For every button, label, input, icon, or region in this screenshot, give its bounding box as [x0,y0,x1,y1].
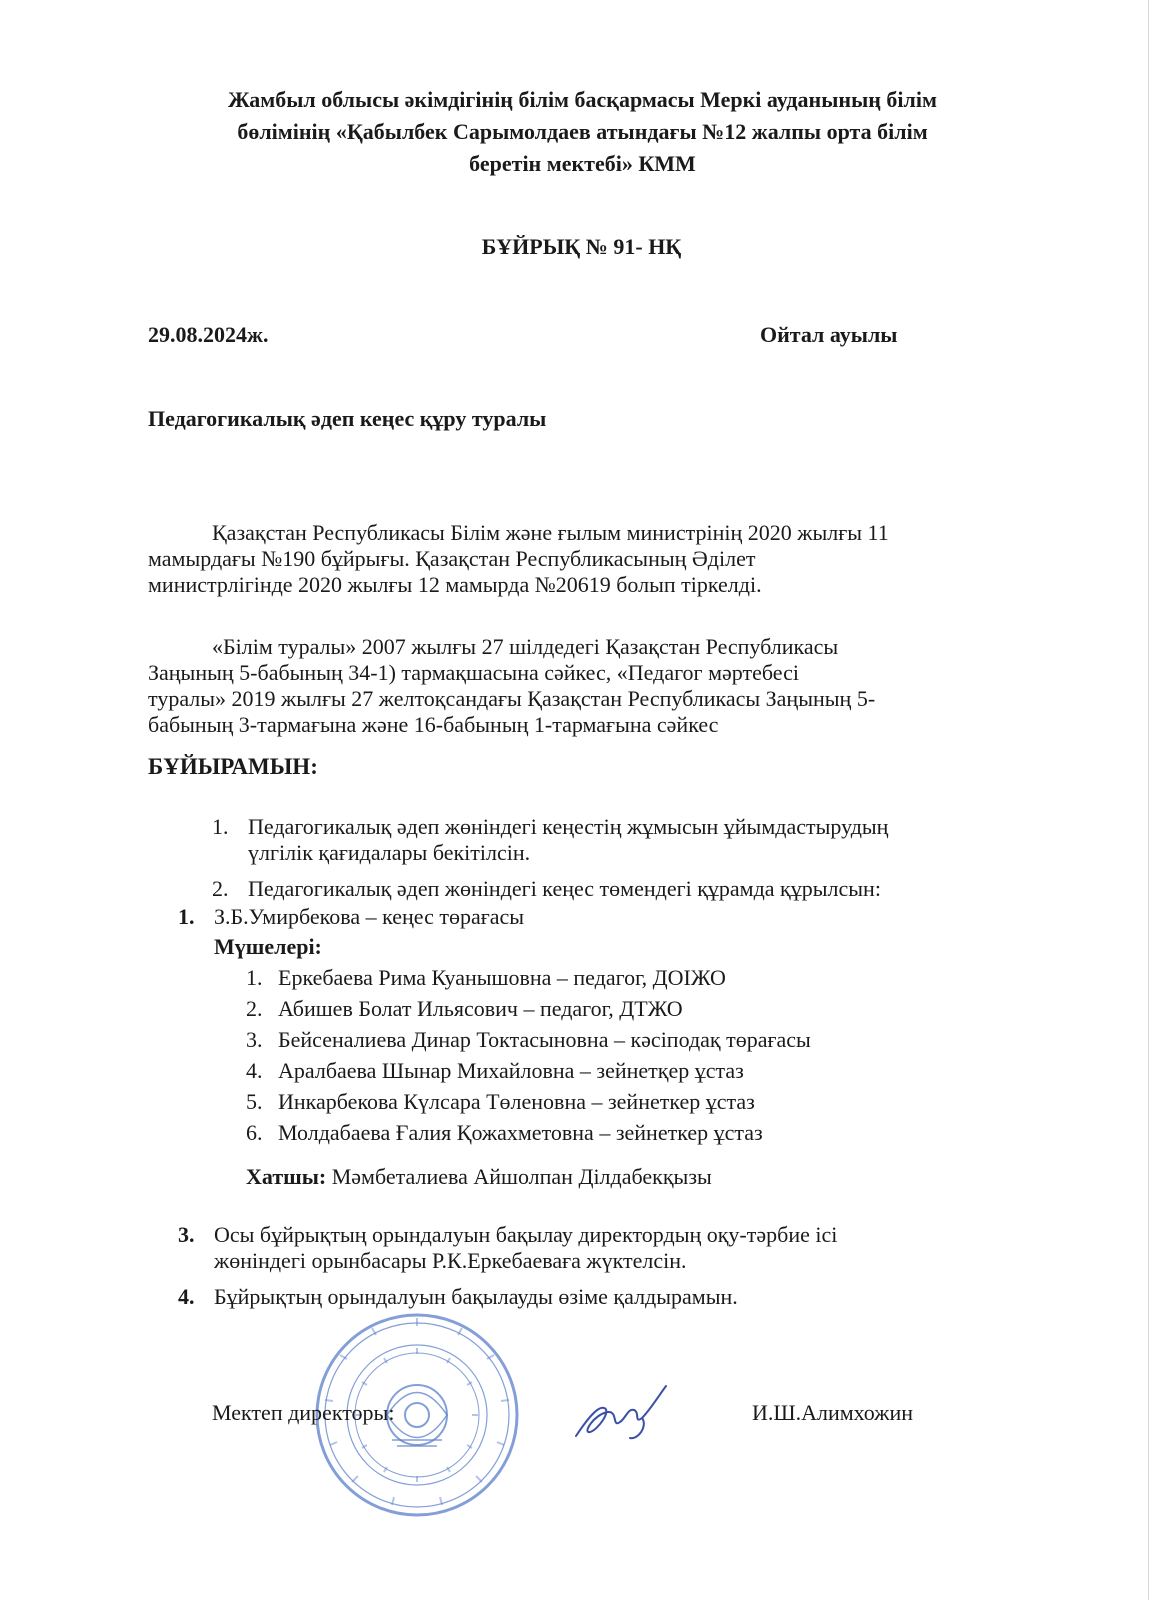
item2-text: Педагогикалық әдеп жөніндегі кеңес төмендегі құрамда құрылсын: [248,876,881,901]
member-number: 3. [246,1027,263,1052]
item3-line-1: Осы бұйрықтың орындалуын бақылау директордың оқу-тәрбие ісі [214,1222,838,1247]
member-number: 2. [246,996,263,1021]
members-label: Мүшелері: [214,934,322,959]
member-number: 5. [246,1089,263,1114]
director-name: И.Ш.Алимхожин [752,1400,914,1425]
secretary-label: Хатшы: [246,1164,327,1189]
chair-item [178,904,1028,930]
director-signature [568,1378,678,1448]
item4-text: Бұйрықтың орындалуын бақылауды өзіме қалдырамын. [214,1284,738,1309]
order-title: БҰЙРЫҚ № 91- НҚ [481,234,682,259]
para2-line-4: бабының 3-тармағына және 16-бабының 1-тармағына сәйкес [148,712,719,737]
para2-line-3: туралы» 2019 жылғы 27 желтоқсандағы Қазақстан Республикасы Заңының 5- [148,686,876,711]
chair-text: З.Б.Умирбекова – кеңес төрағасы [214,904,525,929]
list-item-2 [212,876,1032,902]
member-text: Бейсеналиева Динар Токтасыновна – кәсіподақ төрағасы [278,1027,811,1052]
org-line-1: Жамбыл облысы әкімдігінің білім басқармасы Меркі ауданының білім [228,87,937,112]
item-number: 4. [178,1284,195,1309]
org-line-2: бөлімінің «Қабылбек Сарымолдаев атындағы №12 жалпы орта білім [237,119,928,144]
item1-line-2: үлгілік қағидалары бекітілсін. [248,840,531,865]
paragraph-1 [148,520,1028,598]
member-number: 4. [246,1058,263,1083]
member-number: 6. [246,1120,263,1145]
list-item [246,1024,811,1055]
item-number: 2. [212,876,229,901]
member-number: 1. [246,965,263,990]
secretary-name: Мәмбеталиева Айшолпан Ділдабекқызы [326,1164,712,1189]
member-text: Абишев Болат Ильясович – педагог, ДТЖО [278,996,683,1021]
list-item [246,1086,811,1117]
paragraph-2 [148,634,1028,738]
order-date: 29.08.2024ж. [148,322,269,347]
para1-line-1: Қазақстан Республикасы Білім және ғылым министрінің 2020 жылғы 11 [212,520,889,545]
list-item [246,1055,811,1086]
item3-line-2: жөніндегі орынбасары Р.К.Еркебаеваға жүктелсін. [214,1248,687,1273]
list-item-4 [178,1284,1028,1310]
item-number: 1. [212,814,229,839]
members-list [246,962,811,1148]
secretary-line [246,1164,712,1190]
list-item-1 [212,814,1032,866]
list-item [246,962,811,993]
list-item [246,993,811,1024]
org-line-3: беретін мектебі» КММ [469,151,696,176]
para1-line-2: мамырдағы №190 бұйрығы. Қазақстан Республикасының Әділет [148,546,756,571]
item-number: 3. [178,1222,195,1247]
para2-line-1: «Білім туралы» 2007 жылғы 27 шілдедегі Қазақстан Республикасы [212,634,839,659]
order-subject: Педагогикалық әдеп кеңес құру туралы [148,406,547,431]
list-item [246,1117,811,1148]
para1-line-3: министрлігінде 2020 жылғы 12 мамырда №20619 болып тіркелді. [148,572,762,597]
para2-line-2: Заңының 5-бабының 34-1) тармақшасына сәйкес, «Педагог мәртебесі [148,660,799,685]
member-text: Инкарбекова Күлсара Төленовна – зейнеткер ұстаз [278,1089,755,1114]
order-place: Ойтал ауылы [760,322,898,347]
order-word: БҰЙЫРАМЫН: [148,754,318,779]
item-number: 1. [178,904,195,929]
signature-label: Мектеп директоры: [212,1400,395,1425]
member-text: Еркебаева Рима Куанышовна – педагог, ДОІЖО [278,965,726,990]
organization-header [130,84,1035,180]
list-item-3 [178,1222,1028,1274]
member-text: Молдабаева Ғалия Қожахметовна – зейнеткер ұстаз [278,1120,763,1145]
member-text: Аралбаева Шынар Михайловна – зейнетқер ұстаз [278,1058,744,1083]
item1-line-1: Педагогикалық әдеп жөніндегі кеңестің жұмысын ұйымдастырудың [248,814,889,839]
